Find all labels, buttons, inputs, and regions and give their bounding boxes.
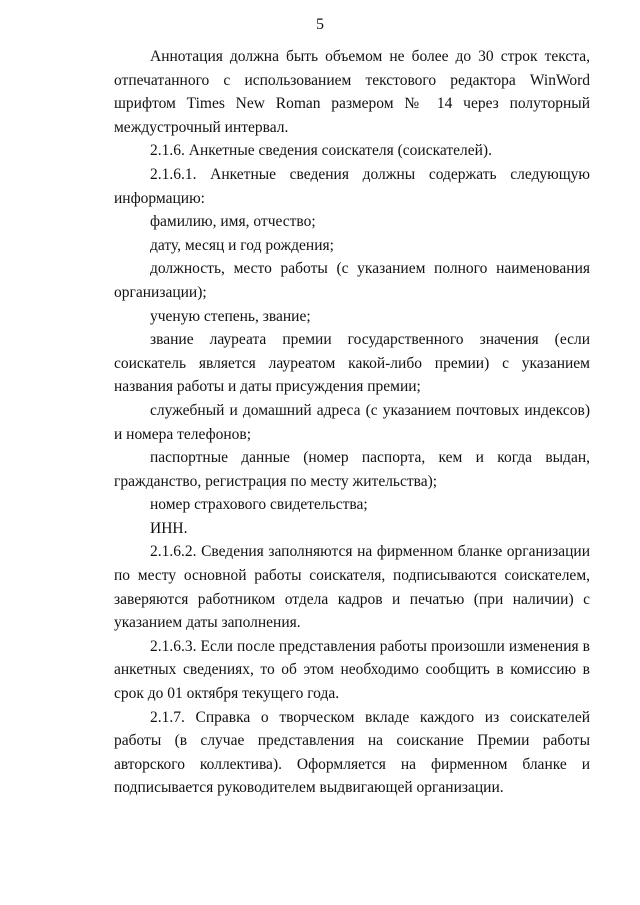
page-number: 5 xyxy=(316,16,324,33)
annotation-requirements-paragraph: Аннотация должна быть объемом не более до 30 строк текста, отпечатанного с использованием текстового редактора WinWord шрифтом Times New Roman размером № 14 через полуторный междустрочный интервал. xyxy=(114,48,590,136)
document-body xyxy=(114,45,590,800)
list-item-academic-degree: ученую степень, звание; xyxy=(150,307,311,325)
list-item-laureate-title: звание лауреата премии государственного значения (если соискатель является лауреатом какой-либо премии) с указанием названия работы и даты присуждения премии; xyxy=(114,331,590,396)
list-item-inn: ИНН. xyxy=(150,519,188,537)
clause-2-1-6-2: 2.1.6.2. Сведения заполняются на фирменном бланке организации по месту основной работы соискателя, подписываются соискателем, заверяются работником отдела кадров и печатью (при наличии) с указанием даты заполнения. xyxy=(114,543,590,632)
list-item-birth-date: дату, месяц и год рождения; xyxy=(150,236,334,254)
clause-2-1-6-1: 2.1.6.1. Анкетные сведения должны содержать следующую информацию: xyxy=(114,165,590,207)
list-item-addresses: служебный и домашний адреса (с указанием почтовых индексов) и номера телефонов; xyxy=(114,401,590,443)
list-item-position-workplace: должность, место работы (с указанием полного наименования организации); xyxy=(114,260,590,301)
clause-2-1-6-3: 2.1.6.3. Если после представления работы произошли изменения в анкетных сведениях, то об этом необходимо сообщить в комиссию в срок до 01 октября текущего года. xyxy=(114,637,590,703)
list-item-full-name: фамилию, имя, отчество; xyxy=(150,213,316,231)
list-item-passport-data: паспортные данные (номер паспорта, кем и когда выдан, гражданство, регистрация по месту жительства); xyxy=(114,449,590,490)
section-heading-2-1-6: 2.1.6. Анкетные сведения соискателя (соискателей). xyxy=(150,142,492,160)
list-item-insurance-number: номер страхового свидетельства; xyxy=(150,496,368,514)
clause-2-1-7: 2.1.7. Справка о творческом вкладе каждого из соискателей работы (в случае представления на соискание Премии работы авторского коллектива). Оформляется на фирменном бланке и подписывается руководителем выдвигающей организации. xyxy=(114,708,590,797)
